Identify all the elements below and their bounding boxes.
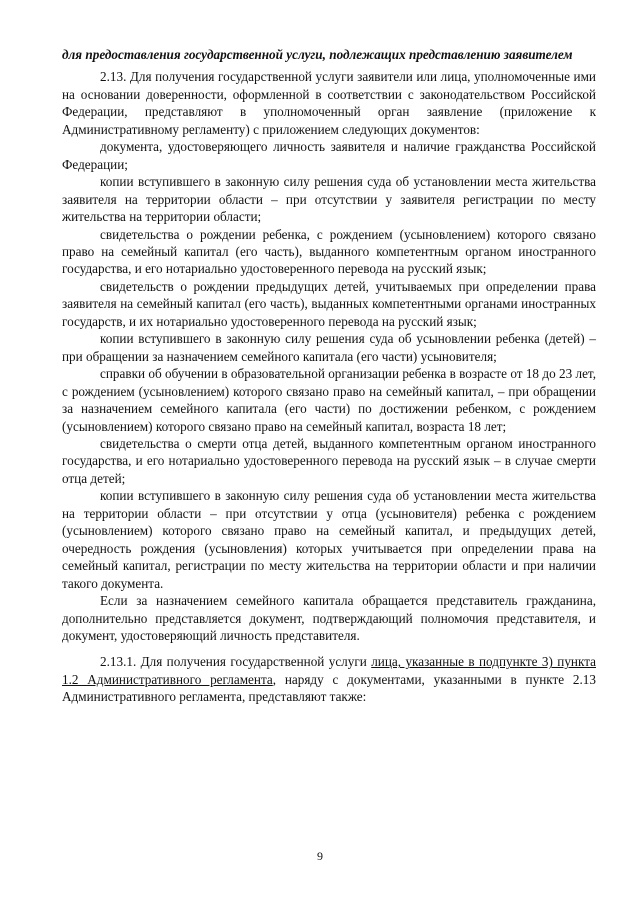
paragraph-identity-document: документа, удостоверяющего личность заявителя и наличие гражданства Российской Федерации; bbox=[62, 139, 596, 172]
paragraph-father-death-certificate: свидетельства о смерти отца детей, выданного компетентным органом иностранного государства, и его нотариально удостоверенного перевода на русский язык – в случае смерти отца детей; bbox=[62, 435, 596, 486]
page-number: 9 bbox=[317, 849, 323, 863]
paragraph-2-13-1-prefix: 2.13.1. Для получения государственной услуги bbox=[100, 654, 372, 670]
paragraph-2-13-1 bbox=[62, 653, 596, 705]
section-heading: для предоставления государственной услуги, подлежащих представлению заявителем bbox=[62, 47, 573, 62]
paragraph-birth-certificate-child: свидетельства о рождении ребенка, с рождением (усыновлением) которого связано право на семейный капитал (его часть), выданного компетентным органом иностранного государства, и его нотариально удостоверенного перевода на русский язык; bbox=[62, 226, 596, 277]
regulation-reference-link: лица, указанные в подпункте 3) пункта 1.2 Административного регламента bbox=[62, 654, 596, 687]
paragraph-2-13-1-suffix: , наряду с документами, указанными в пункте 2.13 Административного регламента, представляют также: bbox=[62, 671, 596, 705]
paragraph-birth-certificates-previous-children: свидетельств о рождении предыдущих детей, учитываемых при определении права заявителя на семейный капитал (его часть), выданных компетентными органами иностранных государств, и их нотариально удостоверенного перевода на русский язык; bbox=[62, 278, 596, 329]
document-page bbox=[62, 46, 596, 706]
paragraph-court-residence-applicant: копии вступившего в законную силу решения суда об установлении места жительства заявителя на территории области – при отсутствии у заявителя регистрации по месту жительства на территории области; bbox=[62, 174, 596, 225]
paragraph-2-13: 2.13. Для получения государственной услуги заявители или лица, уполномоченные ими на основании доверенности, оформленной в соответствии с законодательством Российской Федерации, представляют в уполномоченный орган заявление (приложение к Административному регламенту) с приложением следующих документов: bbox=[62, 69, 596, 137]
paragraph-education-certificate: справки об обучении в образовательной организации ребенка в возрасте от 18 до 23 лет, с рождением (усыновлением) которого связано право на семейный капитал, – при обращении за назначением семейного капитала (его части) по достижении ребенком, с рождением (усыновлением) которого связано право на семейный капитал, возраста 18 лет; bbox=[62, 366, 596, 434]
paragraph-representative: Если за назначением семейного капитала обращается представитель гражданина, дополнительно представляется документ, подтверждающий полномочия представителя, и документ, удостоверяющий личность представителя. bbox=[62, 593, 596, 643]
paragraph-court-residence-father: копии вступившего в законную силу решения суда об установлении места жительства на территории области – при отсутствии у отца (усыновителя) ребенка с рождением (усыновлением) которого связано право на семейный капитал, и предыдущих детей, очередность рождения (усыновления) которых учитывается при определении права на семейный капитал, регистрации по месту жительства на территории области и при наличии такого документа. bbox=[62, 488, 596, 591]
paragraph-court-adoption: копии вступившего в законную силу решения суда об усыновлении ребенка (детей) – при обращении за назначением семейного капитала (его части) усыновителя; bbox=[62, 331, 596, 364]
